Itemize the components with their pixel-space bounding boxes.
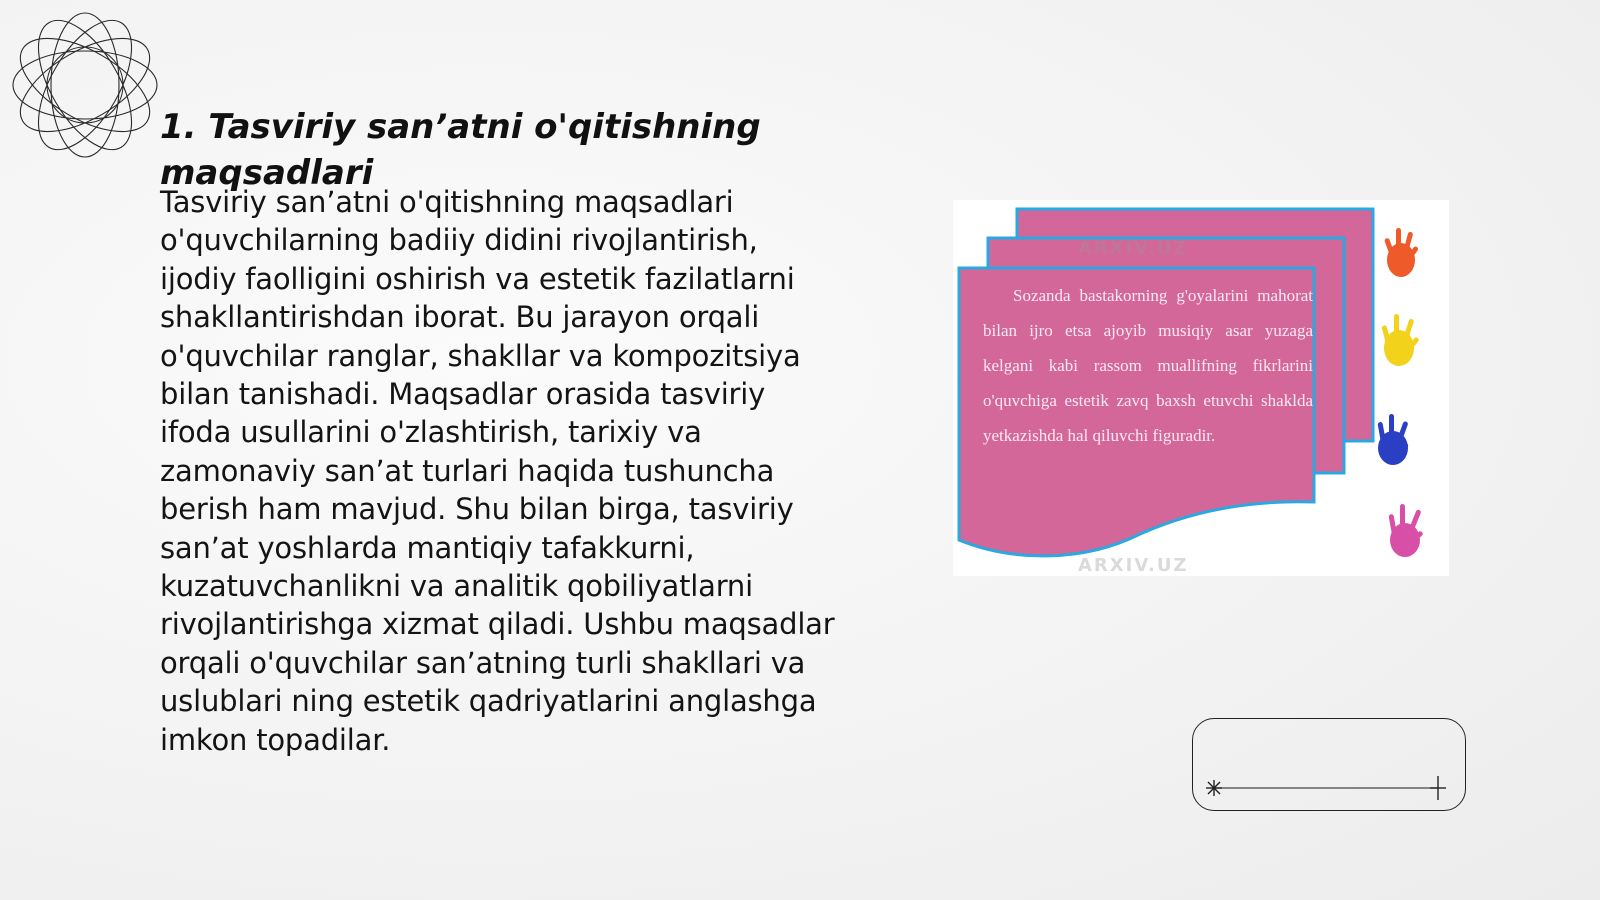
handprint-icon (1381, 314, 1419, 366)
sparkle-star-icon (1206, 780, 1222, 796)
handprint-icon (1384, 228, 1419, 277)
handprint-icon (1377, 414, 1409, 465)
watermark: ARXIV.UZ (1078, 555, 1189, 576)
card-text: Sozanda bastakorning g'oyalarini mahorat bilan ijro etsa ajoyib musiqiy asar yuzaga kelgani kabi rassom muallifning fikrlarini o'quvchiga estetik zavq baxsh etuvchi shaklda yetkazishda hal qiluvchi figuradir. (983, 286, 1313, 445)
watermark: ARXIV.UZ (1078, 238, 1189, 259)
slide-body-text: Tasviriy san’atni o'qitishning maqsadlari o'quvchilarning badiiy didini rivojlantirish, ijodiy faolligini oshirish va estetik fazilatlarni shakllantirishdan iborat. Bu jarayon orqali o'quvchilar ranglar, shakllar va kompozitsiya bilan tanishadi. Maqsadlar orasida tasviriy ifoda usullarini o'zlashtirish, tarixiy va zamonaviy san’at turlari haqida tushuncha berish ham mavjud. Shu bilan birga, tasviriy san’at yoshlarda mantiqiy tafakkurni, kuzatuvchanlikni va analitik qobiliyatlarni rivojlantirishga xizmat qiladi. Ushbu maqsadlar orqali o'quvchilar san’atning turli shakllari va uslublari ning estetik qadriyatlarini anglashga imkon topadilar. (160, 185, 835, 757)
illustration (953, 200, 1449, 576)
plus-star-icon (1430, 776, 1446, 800)
slide-title: 1. Tasviriy san’atni o'qitishning maqsadlari (160, 107, 761, 193)
spirograph-logo-icon (10, 10, 160, 160)
decorative-line (1192, 718, 1468, 813)
handprint-icon (1388, 504, 1423, 557)
